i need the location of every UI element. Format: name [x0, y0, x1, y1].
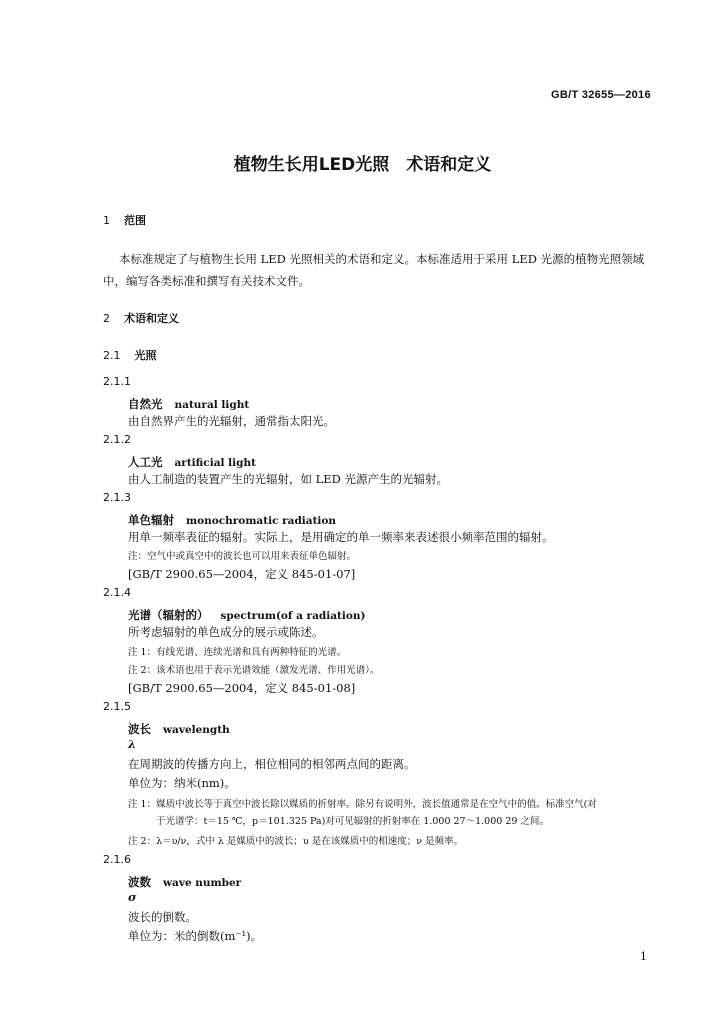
term-definition: 波长的倒数。 — [128, 910, 197, 924]
term-english: artificial light — [174, 457, 256, 469]
section-1-number: 1 — [103, 214, 110, 227]
term-english: wave number — [163, 877, 242, 889]
term-reference: [GB/T 2900.65—2004，定义 845-01-08] — [128, 681, 356, 695]
term-number: 2.1.2 — [103, 433, 131, 446]
term-number: 2.1.6 — [103, 853, 131, 866]
term-note-1: 注 1：有线光谱、连续光谱和具有两种特征的光谱。 — [128, 647, 347, 658]
term-note-1: 注 1：媒质中波长等于真空中波长除以媒质的折射率。除另有说明外，波长值通常是在空气中的值。标准空气(对 — [128, 799, 597, 810]
term-heading — [128, 718, 230, 737]
term-note-2: 注 2：该术语也用于表示光谱效能（激发光谱、作用光谱）。 — [128, 665, 380, 676]
section-1-heading — [103, 212, 146, 228]
term-unit: 单位为：米的倒数(m⁻¹)。 — [128, 929, 263, 943]
term-english: wavelength — [163, 724, 230, 736]
term-english: spectrum(of a radiation) — [220, 610, 366, 622]
standard-number: GB/T 32655—2016 — [551, 89, 651, 101]
term-number: 2.1.1 — [103, 375, 131, 388]
term-definition: 用单一频率表征的辐射。实际上，是用确定的单一频率来表述很小频率范围的辐射。 — [128, 530, 554, 544]
term-number: 2.1.3 — [103, 491, 131, 504]
section-2-1-number: 2.1 — [103, 349, 121, 362]
term-definition: 所考虑辐射的单色成分的展示或陈述。 — [128, 625, 324, 639]
term-heading — [128, 871, 241, 890]
term-heading — [128, 509, 336, 528]
term-heading — [128, 604, 365, 623]
term-definition: 在周期波的传播方向上，相位相同的相邻两点间的距离。 — [128, 757, 416, 771]
section-2-number: 2 — [103, 312, 110, 325]
term-chinese: 人工光 — [128, 455, 163, 469]
term-number: 2.1.5 — [103, 700, 131, 713]
term-unit: 单位为：纳米(nm)。 — [128, 776, 236, 790]
term-note-1-continued: 于光谱学：t＝15 ℃，p＝101.325 Pa)对可见辐射的折射率在 1.000 27～1.000 29 之间。 — [156, 816, 549, 827]
term-chinese: 波长 — [128, 722, 151, 736]
section-1-paragraph: 本标准规定了与植物生长用 LED 光照相关的术语和定义。本标准适用于采用 LED 光源的植物光照领域中，编写各类标准和撰写有关技术文件。 — [103, 252, 645, 288]
page-number: 1 — [640, 950, 647, 963]
term-heading — [128, 393, 249, 412]
section-2-1-title: 光照 — [134, 349, 157, 362]
section-1-title: 范围 — [124, 214, 146, 227]
term-chinese: 光谱（辐射的） — [128, 608, 209, 622]
term-english: natural light — [174, 399, 250, 411]
term-chinese: 自然光 — [128, 397, 163, 411]
term-symbol: σ — [128, 890, 137, 904]
document-title: 植物生长用LED光照 术语和定义 — [233, 155, 492, 175]
term-number: 2.1.4 — [103, 586, 131, 599]
term-heading — [128, 451, 256, 470]
term-chinese: 单色辐射 — [128, 513, 174, 527]
term-definition: 由人工制造的装置产生的光辐射，如 LED 光源产生的光辐射。 — [128, 472, 449, 486]
section-2-1-heading — [103, 347, 157, 363]
term-reference: [GB/T 2900.65—2004，定义 845-01-07] — [128, 567, 356, 581]
term-symbol: λ — [128, 737, 137, 751]
term-english: monochromatic radiation — [186, 515, 337, 527]
term-definition: 由自然界产生的光辐射，通常指太阳光。 — [128, 414, 335, 428]
section-2-heading — [103, 310, 179, 326]
term-chinese: 波数 — [128, 875, 151, 889]
term-note: 注：空气中或真空中的波长也可以用来表征单色辐射。 — [128, 551, 357, 562]
term-note-2: 注 2：λ＝υ/ν，式中 λ 是媒质中的波长；υ 是在该媒质中的相速度；ν 是频率。 — [128, 836, 463, 847]
section-2-title: 术语和定义 — [124, 312, 179, 325]
